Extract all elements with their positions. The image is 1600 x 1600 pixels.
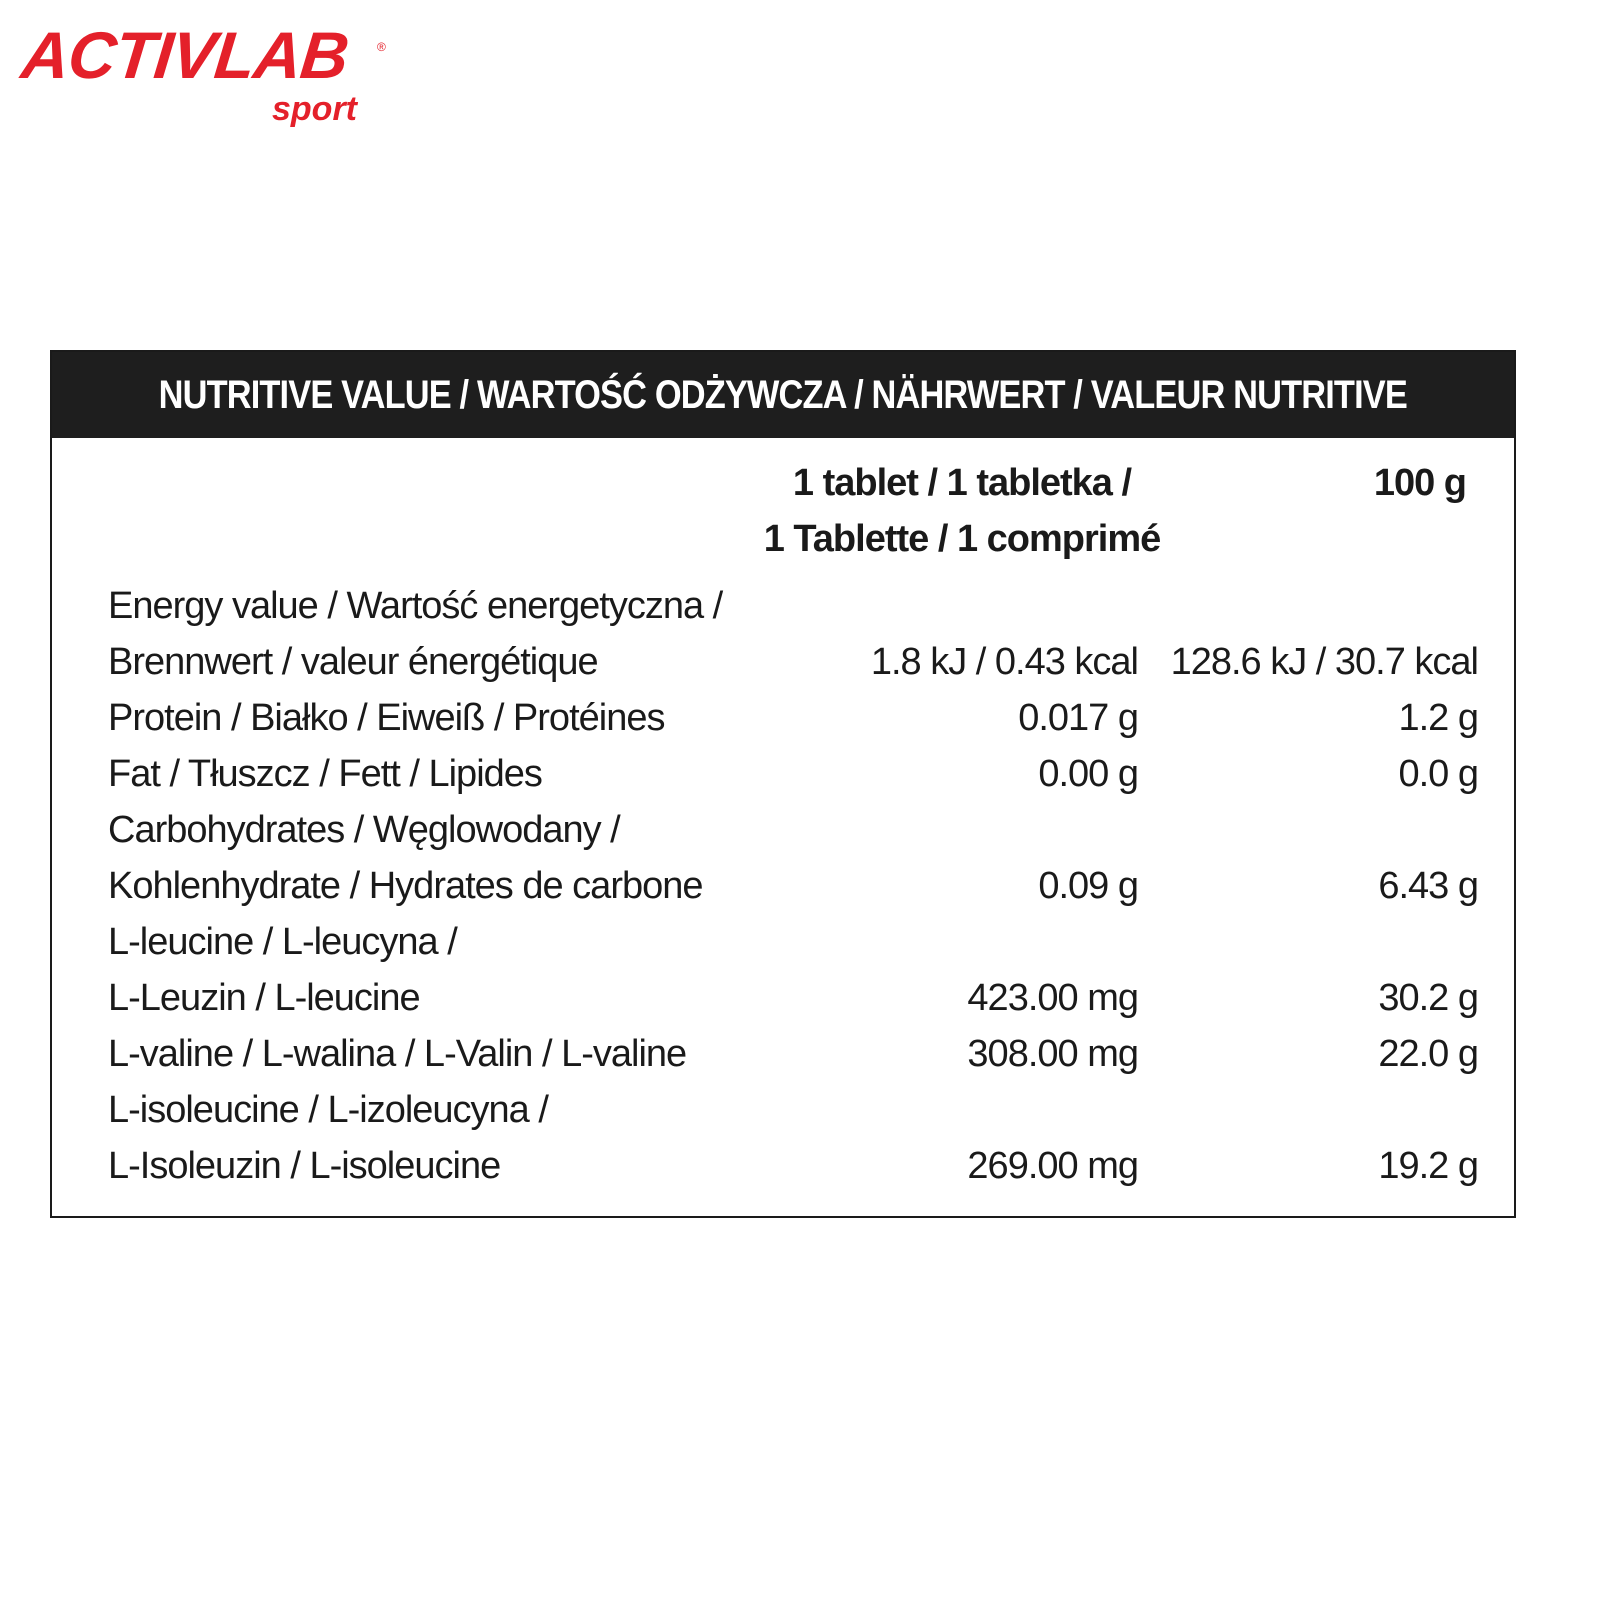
brand-sub: sport [272, 90, 357, 128]
nutrient-label: L-valine / L-walina / L-Valin / L-valine [108, 1033, 687, 1075]
value-per-tablet: 1.8 kJ / 0.43 kcal [870, 641, 1138, 683]
nutrition-table [50, 350, 1516, 1218]
nutrient-label: Energy value / Wartość energetyczna / Brennwert / valeur énergétique [108, 585, 723, 683]
nutrient-label: Protein / Białko / Eiweiß / Protéines [108, 697, 665, 739]
table-row [108, 802, 1478, 914]
value-per-100g: 30.2 g [1378, 977, 1478, 1019]
table-row [108, 690, 1478, 746]
nutrient-label: Fat / Tłuszcz / Fett / Lipides [108, 753, 542, 795]
value-per-tablet: 0.00 g [1038, 753, 1138, 795]
value-per-100g: 1.2 g [1398, 697, 1478, 739]
value-per-tablet: 269.00 mg [967, 1145, 1138, 1187]
nutrition-rows [108, 578, 1478, 1194]
value-per-tablet: 0.017 g [1018, 697, 1138, 739]
value-per-100g: 0.0 g [1398, 753, 1478, 795]
registered-mark: ® [377, 40, 386, 54]
table-row [108, 1026, 1478, 1082]
table-row [108, 1082, 1478, 1194]
brand-name: ACTIVLAB [18, 18, 352, 92]
table-row [108, 746, 1478, 802]
nutrient-label: L-leucine / L-leucyna / L-Leuzin / L-leucine [108, 921, 457, 1019]
value-per-tablet: 308.00 mg [967, 1033, 1138, 1075]
nutrient-label: L-isoleucine / L-izoleucyna / L-Isoleuzin / L-isoleucine [108, 1089, 548, 1187]
value-per-tablet: 423.00 mg [967, 977, 1138, 1019]
value-per-tablet: 0.09 g [1038, 865, 1138, 907]
value-per-100g: 19.2 g [1378, 1145, 1478, 1187]
column-header-per-tablet: 1 tablet / 1 tabletka / 1 Tablette / 1 comprimé [763, 462, 1161, 560]
table-row [108, 578, 1478, 690]
nutrition-table-header [52, 352, 1514, 438]
table-row [108, 914, 1478, 1026]
value-per-100g: 128.6 kJ / 30.7 kcal [1170, 641, 1478, 683]
value-per-100g: 22.0 g [1378, 1033, 1478, 1075]
nutrient-label: Carbohydrates / Węglowodany / Kohlenhydrate / Hydrates de carbone [108, 809, 703, 907]
column-header-per-100g: 100 g [1373, 462, 1466, 504]
value-per-100g: 6.43 g [1378, 865, 1478, 907]
nutrition-table-title: NUTRITIVE VALUE / WARTOŚĆ ODŻYWCZA / NÄHRWERT / VALEUR NUTRITIVE [158, 372, 1408, 417]
brand-logo [18, 18, 386, 132]
